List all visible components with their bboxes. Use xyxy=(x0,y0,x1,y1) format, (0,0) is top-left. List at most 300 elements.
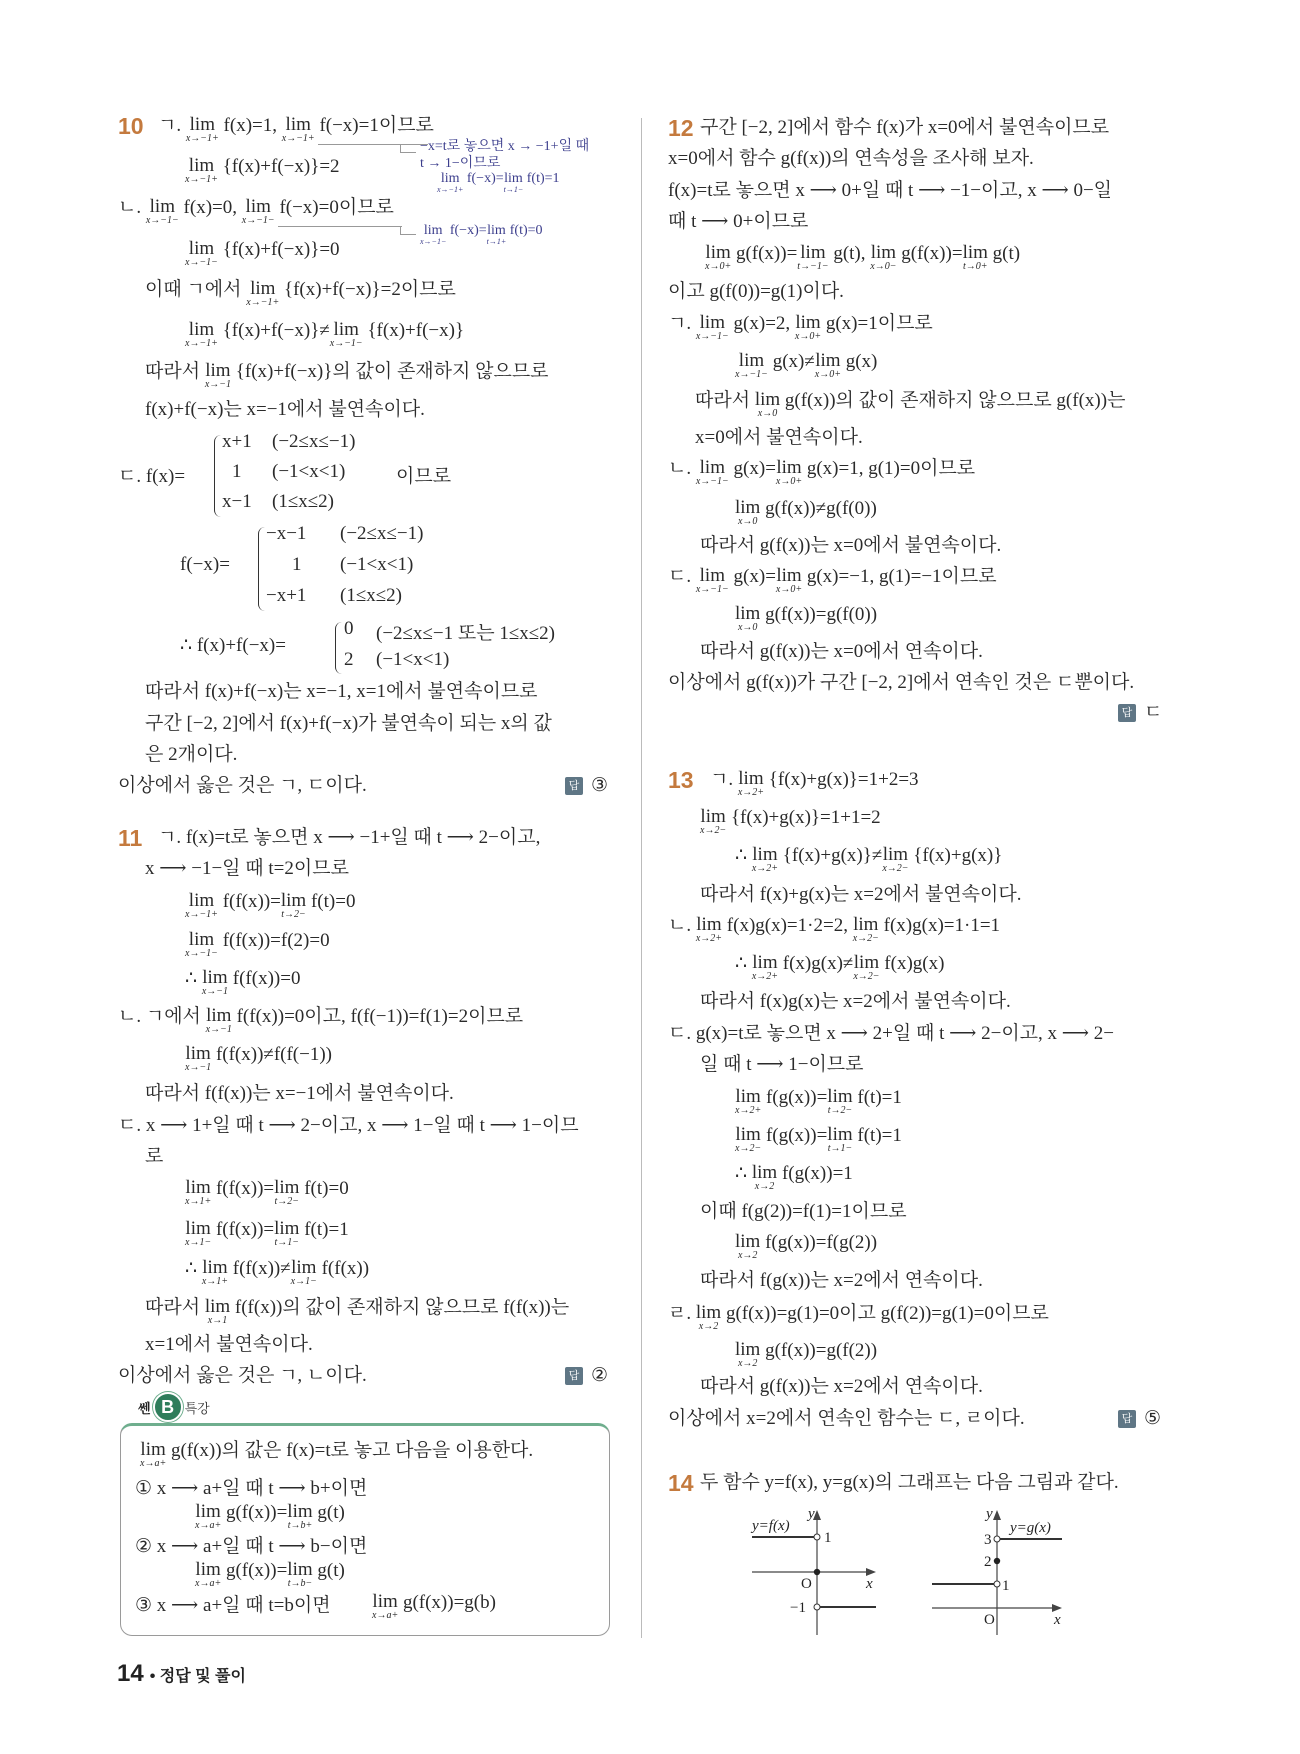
text-segment: 로 xyxy=(145,1146,164,1167)
solution-line xyxy=(135,1593,331,1619)
limit-operator: lim xyxy=(372,1591,398,1612)
solution-line xyxy=(185,1042,332,1072)
open-point xyxy=(814,1534,820,1540)
limit-expression xyxy=(755,388,780,418)
answer-value: ㄷ xyxy=(1144,702,1163,723)
limit-operator: lim xyxy=(185,1218,211,1239)
text-segment: 이상에서 g(f(x))가 구간 [−2, 2]에서 연속인 것은 ㄷ뿐이다. xyxy=(668,672,1135,693)
text-segment: f(−x)= xyxy=(463,171,504,186)
solution-line xyxy=(145,742,237,768)
text-segment: {f(x)+g(x)}=1+1=2 xyxy=(726,807,881,828)
solution-line xyxy=(700,639,983,665)
limit-subscript: x→a+ xyxy=(195,1520,222,1531)
text-segment: 따라서 xyxy=(695,390,755,411)
limit-subscript: x→0+ xyxy=(814,369,841,380)
limit-expression xyxy=(735,1123,761,1153)
limit-expression xyxy=(372,1590,398,1620)
solution-line xyxy=(700,805,881,835)
solution-line xyxy=(668,1406,1025,1432)
case-condition: (1≤x≤2) xyxy=(340,585,403,606)
limit-expression xyxy=(776,564,802,594)
text-segment: g(f(x))= xyxy=(731,243,798,264)
x-axis-arrow-icon xyxy=(866,1568,876,1576)
limit-subscript: x→−1− xyxy=(695,476,729,487)
limit-operator: lim xyxy=(699,312,725,333)
limit-expression xyxy=(242,195,275,225)
text-segment: f(g(x))=1 xyxy=(777,1163,853,1184)
limit-subscript: x→−1− xyxy=(695,584,729,595)
limit-operator: lim xyxy=(776,565,802,586)
limit-subscript: x→2− xyxy=(852,933,879,944)
text-segment: −x=t로 놓으면 x → −1+일 때 xyxy=(420,139,590,154)
limit-operator: lim xyxy=(188,155,215,176)
limit-expression xyxy=(853,913,879,943)
text-segment: ∴ xyxy=(735,845,752,866)
limit-operator: lim xyxy=(274,1218,300,1239)
text-segment: f(x)+f(−x)는 x=−1에서 불연속이다. xyxy=(145,399,425,420)
solution-line xyxy=(135,1534,367,1560)
solution-line xyxy=(668,670,1134,696)
limit-operator: lim xyxy=(695,1302,722,1323)
limit-operator: lim xyxy=(440,171,460,186)
limit-subscript: t→−1− xyxy=(797,261,829,272)
limit-subscript: x→−1− xyxy=(420,237,447,246)
case-value: 0 xyxy=(344,618,354,639)
limit-subscript: x→−1 xyxy=(204,379,231,390)
solution-line xyxy=(735,951,944,981)
limit-expression xyxy=(140,1438,166,1468)
tick-label: 1 xyxy=(824,1530,832,1546)
limit-subscript: x→−1+ xyxy=(185,133,219,144)
answer-value: ② xyxy=(591,1365,609,1386)
text-segment: x=0에서 불연속이다. xyxy=(695,427,863,448)
axis-label-x: x xyxy=(866,1576,873,1592)
limit-expression xyxy=(776,456,802,486)
limit-operator: lim xyxy=(140,1439,166,1460)
text-segment: {f(x)+f(−x)} xyxy=(362,320,465,341)
solution-line xyxy=(668,146,1034,172)
limit-expression xyxy=(185,1042,211,1072)
solution-line xyxy=(705,241,1020,271)
limit-operator: lim xyxy=(700,806,726,827)
text-segment: ㄴ. xyxy=(118,197,146,218)
text-segment: g(x)=1이므로 xyxy=(821,313,933,334)
limit-operator: lim xyxy=(827,1124,853,1145)
tick-label: 1 xyxy=(1002,1578,1010,1594)
solution-line xyxy=(145,711,552,737)
limit-expression xyxy=(274,1176,299,1206)
limit-expression xyxy=(696,1301,721,1331)
text-segment: ∴ xyxy=(735,1163,752,1184)
brand-logo: 쎈 xyxy=(138,1400,151,1416)
limit-subscript: x→2+ xyxy=(695,933,723,944)
limit-subscript: x→−1 xyxy=(185,1062,212,1073)
case-value: x+1 xyxy=(222,431,252,452)
text-segment: g(f(x))= xyxy=(221,1560,288,1581)
text-segment: 이상에서 옳은 것은 ㄱ, ㄴ이다. xyxy=(118,1365,367,1386)
case-value: 2 xyxy=(344,649,354,670)
problem-number-11: 11 xyxy=(118,825,143,851)
solution-line xyxy=(700,1052,864,1078)
text-segment: 이상에서 옳은 것은 ㄱ, ㄷ이다. xyxy=(118,775,367,796)
tick-label: 2 xyxy=(984,1554,992,1570)
limit-subscript: x→2 xyxy=(737,1250,758,1261)
limit-subscript: t→1+ xyxy=(486,237,507,246)
piecewise-suffix: 이므로 xyxy=(396,466,452,487)
limit-operator: lim xyxy=(423,223,443,238)
text-segment: 이때 ㄱ에서 xyxy=(145,279,247,300)
limit-expression xyxy=(287,1500,312,1530)
limit-expression xyxy=(202,966,228,996)
limit-operator: lim xyxy=(735,603,761,624)
solution-line xyxy=(700,1199,907,1225)
text-segment: f(f(x))= xyxy=(211,1178,275,1199)
text-segment: 따라서 f(x)g(x)는 x=2에서 불연속이다. xyxy=(700,991,1011,1012)
page-footer xyxy=(117,1660,246,1688)
text-segment: 이상에서 x=2에서 연속인 함수는 ㄷ, ㄹ이다. xyxy=(668,1408,1025,1429)
text-segment: f(f(x))= xyxy=(217,891,281,912)
axis-label-y: y xyxy=(986,1506,993,1522)
text-segment: f(g(x))= xyxy=(761,1125,828,1146)
limit-subscript: x→−1− xyxy=(241,215,275,226)
limit-operator: lim xyxy=(738,768,764,789)
text-segment: {f(x)+g(x)} xyxy=(908,845,1003,866)
solution-line xyxy=(695,425,863,451)
limit-operator: lim xyxy=(195,1559,221,1580)
page-number: 14 xyxy=(117,1660,144,1687)
solution-line xyxy=(185,237,340,267)
limit-expression xyxy=(205,359,231,389)
solution-line xyxy=(145,1295,569,1325)
text-segment: g(f(x))=g(f(0)) xyxy=(760,604,878,625)
limit-operator: lim xyxy=(188,238,215,259)
open-point xyxy=(814,1604,820,1610)
limit-subscript: x→−1+ xyxy=(185,909,218,920)
text-segment: g(f(x))= xyxy=(896,243,963,264)
problem-number-13: 13 xyxy=(668,767,694,793)
answer-value: ③ xyxy=(591,775,609,796)
limit-subscript: x→−1 xyxy=(201,986,229,997)
limit-expression xyxy=(282,113,315,143)
limit-expression xyxy=(795,311,821,341)
limit-operator: lim xyxy=(245,196,271,217)
solution-line xyxy=(668,178,1112,204)
solution-line xyxy=(668,913,1000,943)
text-segment: 구간 [−2, 2]에서 f(x)+f(−x)가 불연속이 되는 x의 값 xyxy=(145,713,552,734)
text-segment: x ⟶ −1−일 때 t=2이므로 xyxy=(145,858,349,879)
text-segment: {f(x)+f(−x)}=0 xyxy=(217,239,340,260)
limit-operator: lim xyxy=(333,319,359,340)
text-segment: ㄷ. xyxy=(668,566,696,587)
limit-expression xyxy=(735,349,768,379)
case-value: 1 xyxy=(232,461,242,482)
limit-subscript: x→0 xyxy=(757,408,778,419)
text-segment: 따라서 g(f(x))는 x=0에서 연속이다. xyxy=(700,641,983,662)
text-segment: f(x)=0, xyxy=(178,197,242,218)
solution-line xyxy=(735,1161,853,1191)
origin-label: O xyxy=(801,1576,812,1592)
limit-expression xyxy=(487,223,507,246)
limit-operator: lim xyxy=(800,242,826,263)
x-axis-arrow-icon xyxy=(1052,1604,1062,1612)
limit-expression xyxy=(752,843,778,873)
solution-line xyxy=(735,496,877,526)
limit-operator: lim xyxy=(185,1177,211,1198)
axis-label-x: x xyxy=(1054,1612,1061,1628)
limit-operator: lim xyxy=(185,1043,211,1064)
limit-operator: lim xyxy=(699,457,725,478)
text-segment: 따라서 f(x)+f(−x)는 x=−1, x=1에서 불연속이므로 xyxy=(145,681,538,702)
solution-line xyxy=(145,359,549,389)
limit-operator: lim xyxy=(504,171,523,186)
limit-operator: lim xyxy=(705,242,731,263)
limit-expression xyxy=(146,195,179,225)
limit-operator: lim xyxy=(738,350,765,371)
solution-line xyxy=(700,882,1021,908)
answer-tag: 답 xyxy=(1118,704,1136,722)
text-segment: ② x ⟶ a+일 때 t ⟶ b−이면 xyxy=(135,1536,368,1557)
limit-expression xyxy=(185,1217,211,1247)
text-segment: 따라서 f(g(x))는 x=2에서 연속이다. xyxy=(700,1270,983,1291)
limit-subscript: x→0 xyxy=(737,516,758,527)
text-segment: f(g(x))= xyxy=(761,1087,828,1108)
limit-expression xyxy=(186,113,219,143)
text-segment: g(f(x))= xyxy=(221,1502,288,1523)
case-value: 1 xyxy=(292,554,302,575)
limit-operator: lim xyxy=(487,223,506,238)
text-segment: g(t) xyxy=(987,243,1021,264)
solution-line xyxy=(145,679,538,705)
limit-operator: lim xyxy=(195,1501,221,1522)
closed-point xyxy=(814,1569,820,1575)
tick-label: −1 xyxy=(790,1600,806,1616)
annotation-line xyxy=(420,156,500,172)
limit-operator: lim xyxy=(752,844,778,865)
text-segment: 따라서 g(f(x))는 x=2에서 연속이다. xyxy=(700,1376,983,1397)
limit-subscript: x→−1+ xyxy=(185,338,218,349)
solution-line xyxy=(668,456,975,486)
text-segment: g(t), xyxy=(828,243,871,264)
solution-line xyxy=(195,1558,345,1588)
limit-subscript: t→2− xyxy=(281,909,306,920)
answer-value: ⑤ xyxy=(1144,1408,1162,1429)
case-condition: (−2≤x≤−1) xyxy=(340,523,424,544)
limit-operator: lim xyxy=(274,1177,300,1198)
limit-expression xyxy=(752,1161,777,1191)
limit-subscript: x→0− xyxy=(870,261,897,272)
limit-expression xyxy=(202,1256,228,1286)
solution-line xyxy=(185,966,300,996)
text-segment: f(x)g(x) xyxy=(879,953,945,974)
graph-f xyxy=(750,1506,876,1635)
limit-operator: lim xyxy=(287,1501,313,1522)
text-segment: g(f(x))의 값은 f(x)=t로 놓고 다음을 이용한다. xyxy=(166,1440,534,1461)
text-segment: 때 t ⟶ 0+이므로 xyxy=(668,211,809,232)
text-segment: f(g(x))=f(g(2)) xyxy=(760,1232,878,1253)
limit-expression xyxy=(752,951,778,981)
text-segment: f(x)g(x)=1·1=1 xyxy=(878,915,1001,936)
text-segment: f(−x)=0이므로 xyxy=(274,197,394,218)
limit-operator: lim xyxy=(735,1231,761,1252)
solution-line xyxy=(668,209,808,235)
case-condition: (1≤x≤2) xyxy=(272,491,335,512)
problem-number-10: 10 xyxy=(118,113,144,139)
limit-subscript: x→2− xyxy=(882,863,909,874)
text-segment: 이때 f(g(2))=f(1)=1이므로 xyxy=(700,1201,907,1222)
limit-operator: lim xyxy=(962,242,988,263)
solution-line xyxy=(695,388,1125,418)
text-segment: f(t)=1 xyxy=(852,1125,902,1146)
solution-line xyxy=(185,1256,369,1286)
limit-operator: lim xyxy=(204,1296,231,1317)
limit-operator: lim xyxy=(285,114,311,135)
solution-line xyxy=(118,1004,523,1034)
limit-subscript: x→2+ xyxy=(751,863,779,874)
limit-subscript: x→a+ xyxy=(140,1458,167,1469)
text-segment: g(x) xyxy=(840,351,878,372)
limit-operator: lim xyxy=(206,1005,232,1026)
limit-operator: lim xyxy=(870,242,897,263)
limit-expression xyxy=(815,349,841,379)
text-segment: f(t)=1 xyxy=(299,1219,349,1240)
limit-operator: lim xyxy=(291,1257,317,1278)
limit-subscript: x→1+ xyxy=(185,1196,212,1207)
text-segment: f(f(x))= xyxy=(211,1219,275,1240)
annotation-line xyxy=(420,139,589,155)
text-segment: 따라서 g(f(x))는 x=0에서 불연속이다. xyxy=(700,535,1002,556)
text-segment: f(x)=t로 놓으면 x ⟶ 0+일 때 t ⟶ −1−이고, x ⟶ 0−일 xyxy=(668,180,1113,201)
limit-subscript: t→b− xyxy=(287,1578,313,1589)
text-segment: 따라서 f(x)+g(x)는 x=2에서 불연속이다. xyxy=(700,884,1022,905)
limit-subscript: x→2− xyxy=(853,971,880,982)
answer-tag: 답 xyxy=(1118,1410,1136,1428)
limit-subscript: x→2+ xyxy=(751,971,779,982)
annotation-line xyxy=(437,171,560,194)
solution-line xyxy=(145,856,349,882)
case-condition: (−1<x<1) xyxy=(376,649,450,670)
text-segment: g(f(x))=g(1)=0이고 g(f(2))=g(1)=0이므로 xyxy=(721,1303,1049,1324)
text-segment: f(f(x))≠ xyxy=(228,1258,291,1279)
problem-number-14: 14 xyxy=(668,1470,694,1496)
limit-operator: lim xyxy=(735,1086,761,1107)
limit-expression xyxy=(735,1230,760,1260)
answer-tag: 답 xyxy=(565,777,583,795)
limit-expression xyxy=(281,889,306,919)
text-segment: ㄴ. ㄱ에서 xyxy=(118,1006,206,1027)
limit-expression xyxy=(696,311,729,341)
text-segment: 따라서 f(f(x))는 x=−1에서 불연속이다. xyxy=(145,1083,454,1104)
solution-line xyxy=(735,1123,902,1153)
limit-subscript: x→2 xyxy=(754,1181,775,1192)
text-segment: f(x)=1, xyxy=(218,115,282,136)
tip-title: 특강 xyxy=(184,1400,210,1416)
limit-expression xyxy=(696,456,729,486)
solution-line xyxy=(185,1176,349,1206)
limit-subscript: x→−1 xyxy=(205,1024,232,1035)
text-segment: f(t)=1 xyxy=(523,171,560,186)
limit-subscript: t→2− xyxy=(827,1105,853,1116)
solution-line xyxy=(735,1338,877,1368)
limit-subscript: x→1+ xyxy=(201,1276,229,1287)
text-segment: 따라서 xyxy=(145,361,205,382)
text-segment: g(x)=1, g(1)=0이므로 xyxy=(802,458,976,479)
limit-operator: lim xyxy=(287,1559,313,1580)
limit-expression xyxy=(246,277,279,307)
text-segment: ㄷ. g(x)=t로 놓으면 x ⟶ 2+일 때 t ⟶ 2−이고, x ⟶ 2− xyxy=(668,1023,1114,1044)
limit-operator: lim xyxy=(815,350,841,371)
text-segment: f(f(x))=0 xyxy=(228,968,301,989)
limit-operator: lim xyxy=(853,914,879,935)
tick-label: 3 xyxy=(984,1532,992,1548)
limit-subscript: x→−1+ xyxy=(281,133,315,144)
text-segment: g(t) xyxy=(312,1502,345,1523)
text-segment: g(x)= xyxy=(728,458,776,479)
limit-operator: lim xyxy=(188,929,215,950)
limit-subscript: x→0+ xyxy=(775,476,803,487)
solution-line xyxy=(700,115,1109,141)
solution-line xyxy=(195,1500,345,1530)
problem-number-12: 12 xyxy=(668,115,694,141)
limit-subscript: t→2− xyxy=(274,1196,300,1207)
limit-subscript: x→1 xyxy=(207,1315,228,1326)
limit-expression xyxy=(195,1558,221,1588)
solution-line xyxy=(158,825,540,851)
solution-line xyxy=(118,1113,579,1139)
open-point xyxy=(994,1536,1000,1542)
limit-subscript: x→2− xyxy=(700,825,727,836)
text-segment: {f(x)+f(−x)}≠ xyxy=(217,320,330,341)
limit-operator: lim xyxy=(205,360,231,381)
limit-expression xyxy=(738,767,764,797)
curve-label: y=g(x) xyxy=(1010,1520,1051,1536)
limit-subscript: x→2− xyxy=(735,1143,762,1154)
limit-subscript: x→1− xyxy=(185,1237,212,1248)
text-segment: g(f(x))의 값이 존재하지 않으므로 g(f(x))는 xyxy=(780,390,1126,411)
limit-subscript: x→0+ xyxy=(775,584,803,595)
limit-subscript: x→−1− xyxy=(185,257,218,268)
solution-line xyxy=(735,602,877,632)
solution-line xyxy=(668,564,997,594)
text-segment: ㄱ. xyxy=(710,769,738,790)
text-segment: g(f(x))=g(f(2)) xyxy=(760,1340,878,1361)
text-segment: {f(x)+f(−x)}의 값이 존재하지 않으므로 xyxy=(231,361,549,382)
limit-subscript: x→−1+ xyxy=(246,297,280,308)
piecewise-label: f(−x)= xyxy=(180,554,230,575)
y-axis-arrow-icon xyxy=(993,1510,1001,1520)
text-segment: g(f(x))≠g(f(0)) xyxy=(760,498,877,519)
limit-subscript: x→1− xyxy=(290,1276,317,1287)
text-segment: f(f(x))≠f(f(−1)) xyxy=(211,1044,333,1065)
solution-line xyxy=(700,1268,983,1294)
text-segment: {f(x)+f(−x)}=2 xyxy=(217,156,340,177)
solution-line xyxy=(185,154,340,184)
graph-g xyxy=(932,1506,1062,1635)
limit-operator: lim xyxy=(882,844,909,865)
limit-expression xyxy=(195,1500,221,1530)
closed-point xyxy=(994,1558,1000,1564)
limit-expression xyxy=(827,1085,852,1115)
solution-line xyxy=(710,767,919,797)
text-segment: f(f(x))=0이고, f(f(−1))=f(1)=2이므로 xyxy=(231,1006,524,1027)
limit-expression xyxy=(205,1295,230,1325)
limit-subscript: x→−1− xyxy=(145,215,179,226)
limit-expression xyxy=(827,1123,852,1153)
annotation-line xyxy=(420,223,543,246)
text-segment: 두 함수 y=f(x), y=g(x)의 그래프는 다음 그림과 같다. xyxy=(700,1472,1119,1493)
solution-line xyxy=(700,1470,1119,1496)
axis-label-y: y xyxy=(808,1506,815,1522)
solution-line xyxy=(118,1363,367,1389)
